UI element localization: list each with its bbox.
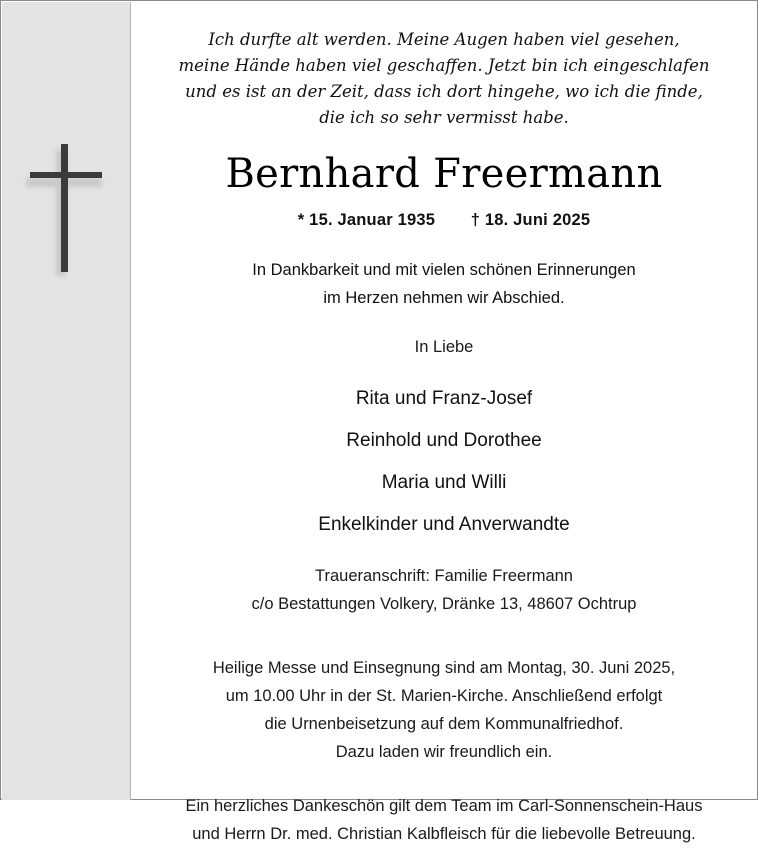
service-line: die Urnenbeisetzung auf dem Kommunalfriedhof.	[264, 715, 624, 733]
verse-line: meine Hände haben viel geschaffen. Jetzt bin ich eingeschlafen	[178, 56, 710, 75]
family-member: Maria und Willi	[381, 472, 507, 493]
service-details	[155, 654, 733, 766]
address-line: c/o Bestattungen Volkery, Dränke 13, 48607 Ochtrup	[251, 595, 637, 613]
death-date: † 18. Juni 2025	[470, 211, 591, 229]
family-list	[155, 378, 733, 546]
decorative-left-band	[2, 2, 131, 800]
thanks-line: Ein herzliches Dankeschön gilt dem Team im Carl-Sonnenschein-Haus	[185, 797, 703, 815]
life-dates	[155, 211, 733, 230]
cross-icon	[18, 142, 114, 282]
verse-line: die ich so sehr vermisst habe.	[319, 108, 569, 127]
verse-line: und es ist an der Zeit, dass ich dort hingehe, wo ich die finde,	[185, 82, 703, 101]
farewell-line: im Herzen nehmen wir Abschied.	[323, 289, 565, 307]
thanks-line: und Herrn Dr. med. Christian Kalbfleisch für die liebevolle Betreuung.	[192, 825, 696, 843]
farewell-message	[155, 256, 733, 312]
farewell-line: In Dankbarkeit und mit vielen schönen Erinnerungen	[252, 261, 636, 279]
mourning-address	[155, 562, 733, 618]
service-line: um 10.00 Uhr in der St. Marien-Kirche. Anschließend erfolgt	[225, 687, 663, 705]
address-line: Traueranschrift: Familie Freermann	[315, 567, 573, 585]
cross-horizontal-bar	[30, 172, 102, 178]
service-line: Heilige Messe und Einsegnung sind am Montag, 30. Juni 2025,	[212, 659, 676, 677]
service-line: Dazu laden wir freundlich ein.	[335, 743, 553, 761]
cross-vertical-bar	[61, 144, 68, 272]
family-member: Reinhold und Dorothee	[346, 430, 542, 451]
obituary-content	[131, 1, 757, 843]
birth-date: * 15. Januar 1935	[297, 211, 436, 229]
deceased-name: Bernhard Freermann	[225, 151, 663, 197]
family-member: Enkelkinder und Anverwandte	[318, 514, 570, 535]
verse-line: Ich durfte alt werden. Meine Augen haben viel gesehen,	[208, 30, 680, 49]
family-member: Rita und Franz-Josef	[355, 388, 533, 409]
in-love-label: In Liebe	[414, 338, 474, 356]
thanks-note	[155, 792, 733, 848]
memorial-verse	[164, 27, 724, 131]
